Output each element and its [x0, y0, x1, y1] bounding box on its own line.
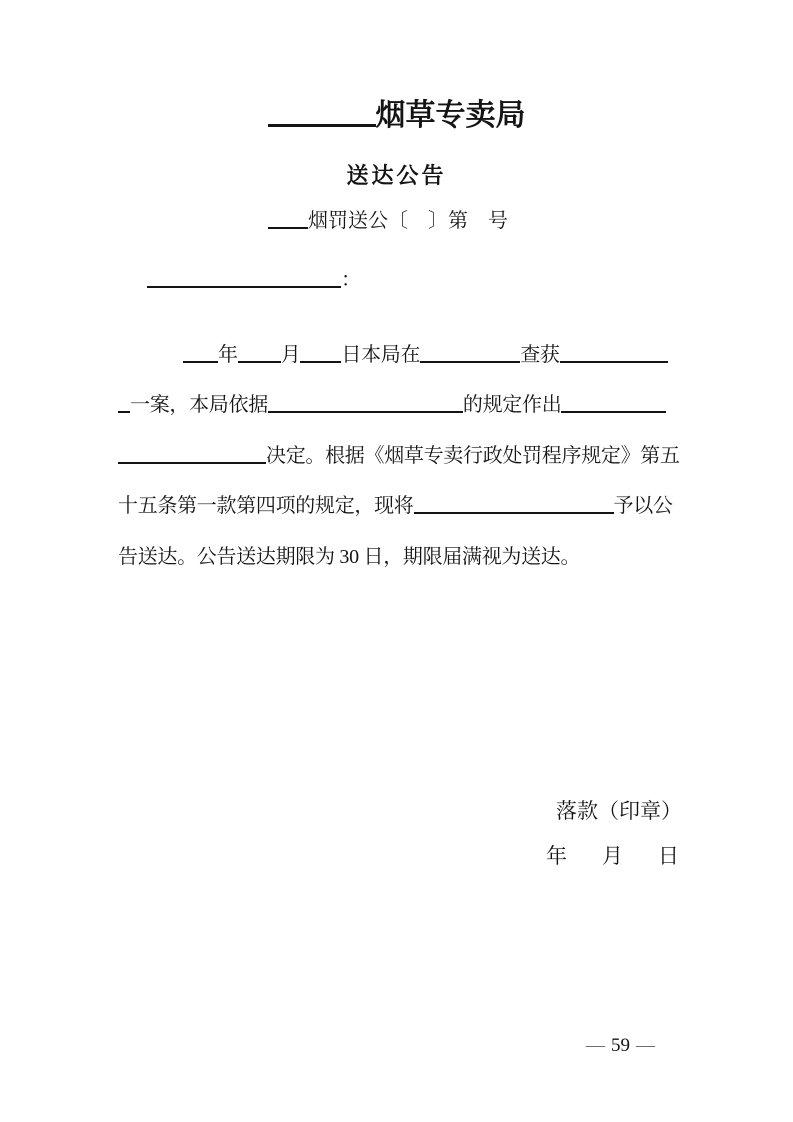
blank-underline [268, 226, 308, 229]
signature-date-line: 年 月 日 [546, 844, 686, 868]
doc-number-line [268, 206, 508, 236]
text-segment: 烟草专卖局 [375, 99, 526, 132]
body-line [118, 431, 682, 481]
blank-underline [238, 360, 281, 363]
text-segment: 月 [280, 344, 301, 366]
salutation-line [147, 264, 361, 296]
footer-dash-left: — [586, 1035, 605, 1056]
body-line [118, 330, 682, 380]
blank-underline [268, 123, 376, 127]
text-segment: 决定。根据《烟草专卖行政处罚程序规定》第五 [266, 444, 680, 467]
document-subtitle: 送达公告 [346, 163, 447, 188]
footer-dash-right: — [636, 1035, 655, 1056]
signature-label: 落款（印章） [556, 799, 682, 823]
text-segment: 年 [218, 344, 238, 366]
blank-underline [118, 461, 266, 464]
blank-underline [420, 360, 520, 363]
text-segment: 予以公 [613, 495, 673, 518]
text-segment: 十五条第一款第四项的规定，现将 [118, 495, 414, 518]
text-segment: 一案，本局依据 [130, 394, 268, 417]
blank-underline [561, 410, 666, 413]
text-segment: 告送达。公告送达期限为 30 日，期限届满视为送达。 [118, 545, 581, 568]
document-title [0, 95, 793, 137]
text-segment: 烟罚送公〔 〕第 号 [308, 210, 508, 232]
blank-underline [560, 360, 668, 363]
blank-underline [268, 410, 463, 413]
body-line [118, 380, 682, 430]
blank-underline [147, 285, 341, 288]
text-segment: 查获 [520, 344, 560, 366]
text-segment: 日本局在 [341, 344, 421, 366]
blank-underline [300, 360, 341, 363]
blank-underline [183, 360, 218, 363]
body-paragraph [118, 330, 682, 582]
text-segment: ： [341, 269, 361, 291]
text-segment: 的规定作出 [462, 394, 562, 417]
page-number: 59 [611, 1035, 630, 1056]
body-line [118, 481, 682, 531]
indent-spacer [118, 360, 183, 361]
page-footer [586, 1034, 655, 1058]
body-line [118, 532, 682, 582]
blank-underline [414, 511, 614, 514]
blank-underline [118, 410, 130, 413]
